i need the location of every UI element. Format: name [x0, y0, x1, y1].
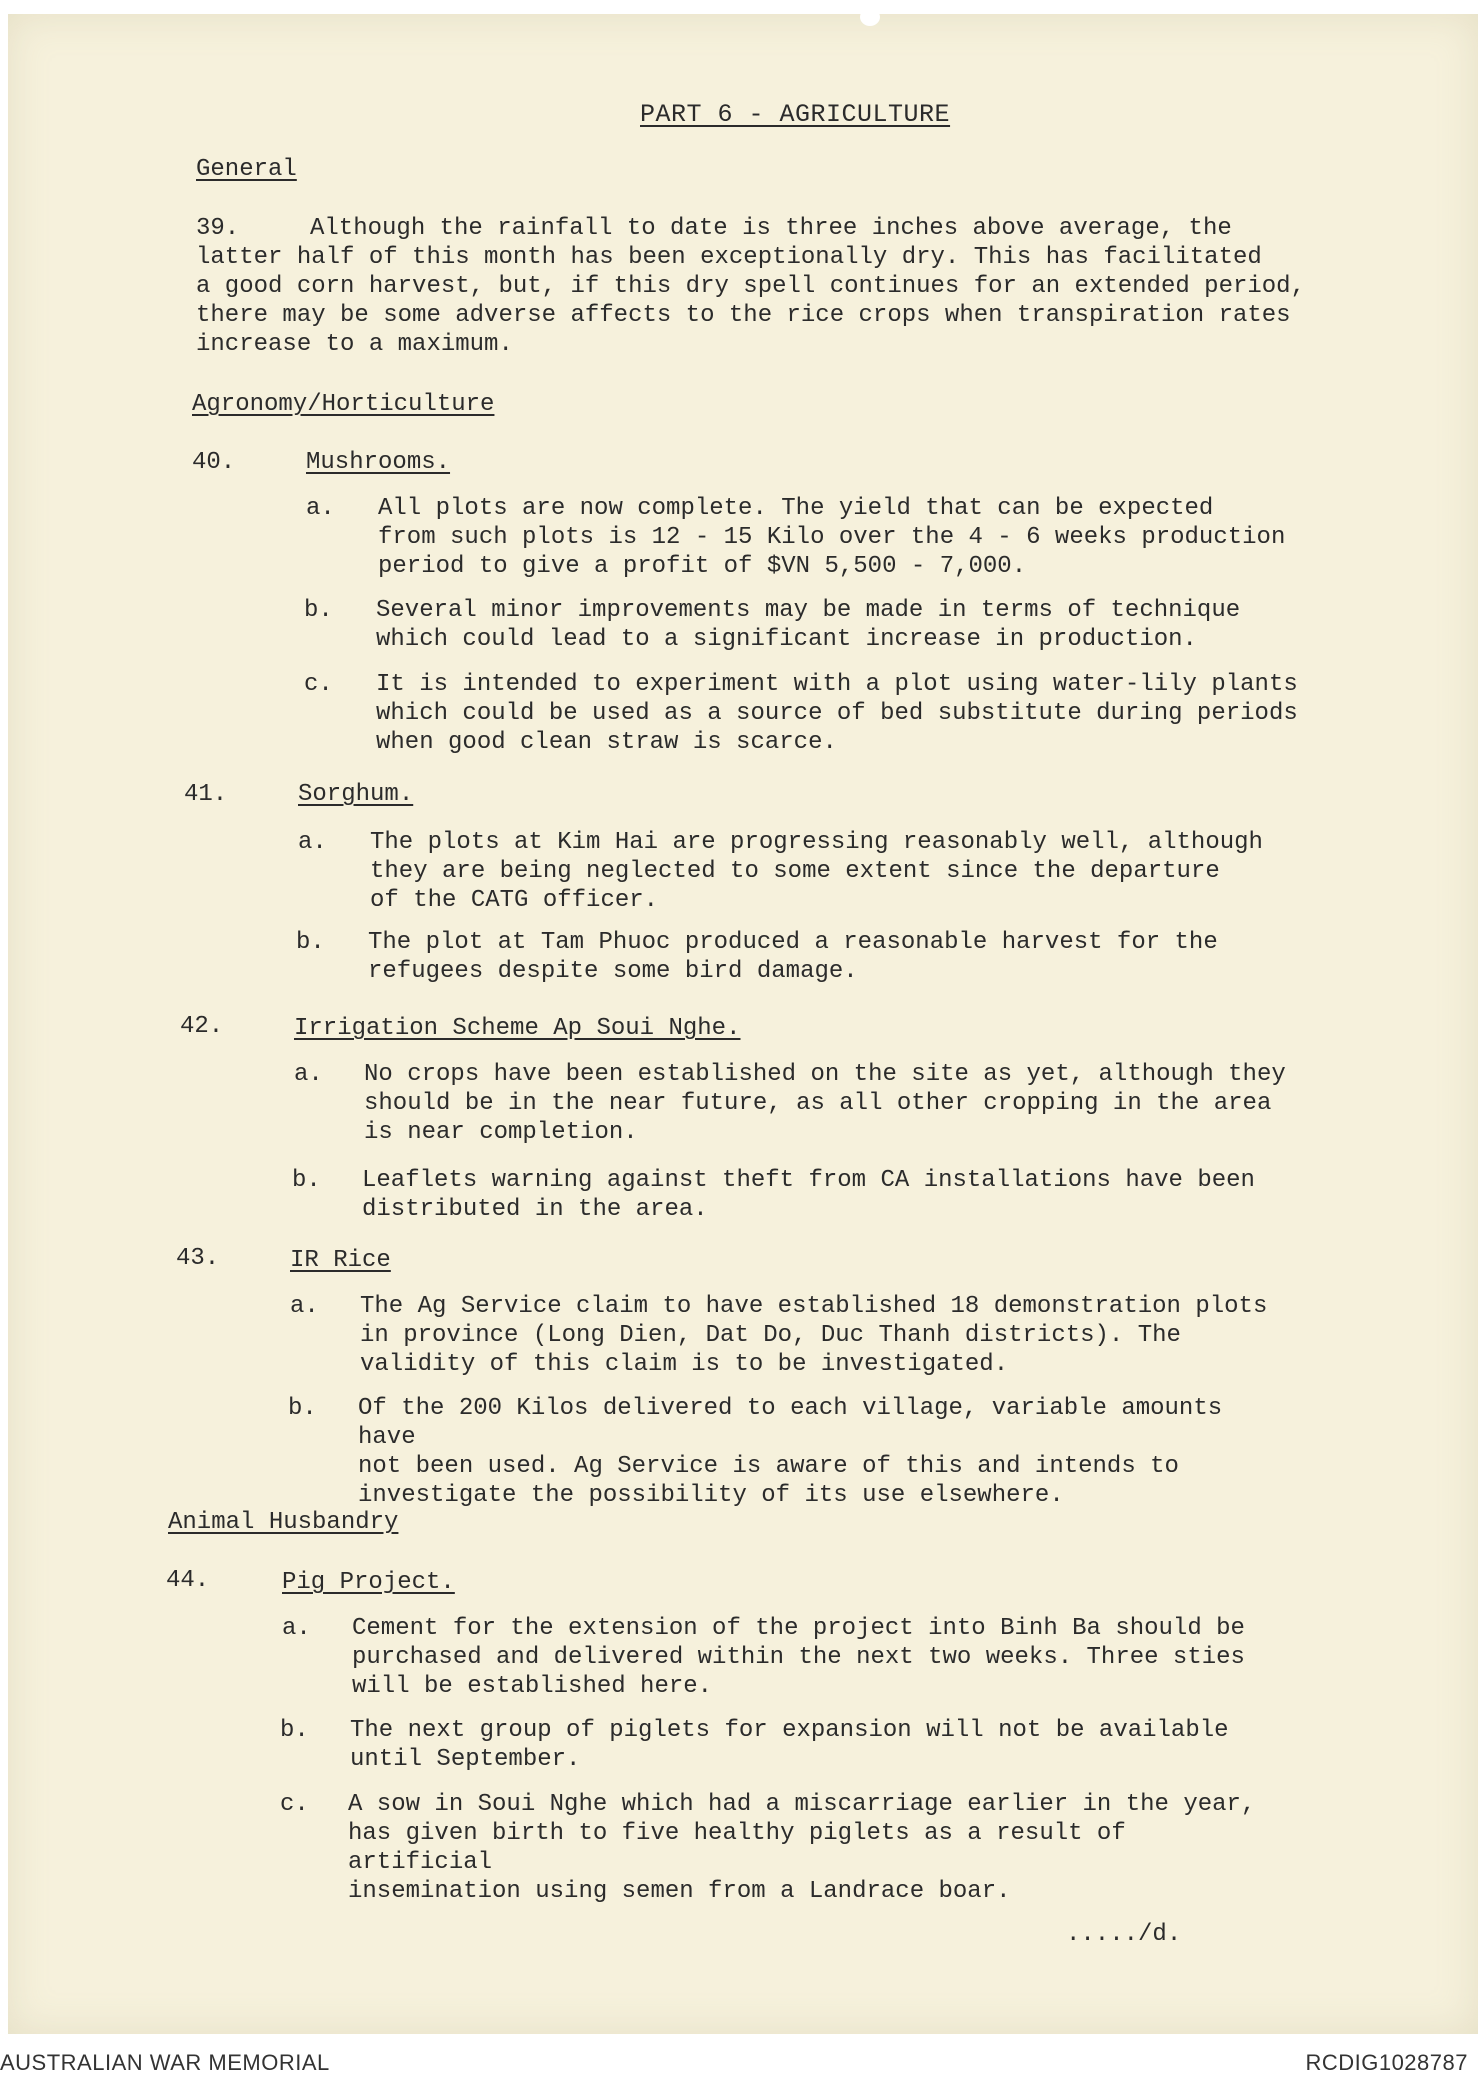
item-line: Of the 200 Kilos delivered to each village, variable amounts have: [358, 1395, 1223, 1451]
item-line: from such plots is 12 - 15 Kilo over the 4 - 6 weeks production: [378, 524, 1286, 551]
paragraph-title-irrigation: Irrigation Scheme Ap Soui Nghe.: [294, 1015, 741, 1042]
item-line: is near completion.: [364, 1119, 638, 1146]
item-text: [350, 1716, 1280, 1774]
section-heading-general: General: [196, 156, 297, 183]
item-text: [376, 670, 1306, 757]
item-line: period to give a profit of $VN 5,500 - 7,000.: [378, 553, 1027, 580]
item-line: The plots at Kim Hai are progressing reasonably well, although: [370, 829, 1263, 856]
item-line: Leaflets warning against theft from CA installations have been: [362, 1167, 1255, 1194]
item-line: they are being neglected to some extent since the departure: [370, 858, 1220, 885]
item-line: should be in the near future, as all other cropping in the area: [364, 1090, 1272, 1117]
item-line: until September.: [350, 1746, 581, 1773]
paragraph-number: 40.: [192, 449, 236, 476]
item-line: Several minor improvements may be made in terms of technique: [376, 597, 1241, 624]
item-text: [352, 1614, 1282, 1701]
punch-hole: [860, 8, 880, 26]
item-label: c.: [304, 671, 333, 698]
item-text: [378, 494, 1308, 581]
paragraph-number: 41.: [184, 781, 228, 808]
item-line: has given birth to five healthy piglets as a result of artificial: [348, 1820, 1126, 1876]
item-line: insemination using semen from a Landrace boar.: [348, 1878, 1011, 1905]
item-text: [348, 1790, 1278, 1906]
item-text: [368, 928, 1298, 986]
item-line: in province (Long Dien, Dat Do, Duc Thanh districts). The: [360, 1322, 1181, 1349]
paragraph-number: 39.: [196, 215, 240, 242]
item-line: not been used. Ag Service is aware of this and intends to: [358, 1453, 1179, 1480]
item-line: No crops have been established on the site as yet, although they: [364, 1061, 1286, 1088]
item-text: [376, 596, 1306, 654]
item-line: which could lead to a significant increase in production.: [376, 626, 1197, 653]
item-label: a.: [294, 1061, 323, 1088]
paragraph-39: [196, 214, 1316, 359]
paragraph-title-pig-project: Pig Project.: [282, 1569, 455, 1596]
item-label: b.: [288, 1395, 317, 1422]
item-label: b.: [292, 1167, 321, 1194]
item-line: The plot at Tam Phuoc produced a reasonable harvest for the: [368, 929, 1218, 956]
paragraph-title-mushrooms: Mushrooms.: [306, 449, 451, 476]
item-line: The Ag Service claim to have established 18 demonstration plots: [360, 1293, 1268, 1320]
item-label: a.: [290, 1293, 319, 1320]
item-line: which could be used as a source of bed substitute during periods: [376, 700, 1298, 727]
section-heading-animal-husbandry: Animal Husbandry: [168, 1509, 399, 1536]
item-text: [358, 1394, 1288, 1510]
paragraph-line: increase to a maximum.: [196, 331, 513, 358]
paragraph-number: 44.: [166, 1567, 210, 1594]
item-line: validity of this claim is to be investigated.: [360, 1351, 1009, 1378]
item-text: [370, 828, 1300, 915]
item-line: Cement for the extension of the project into Binh Ba should be: [352, 1615, 1245, 1642]
paragraph-number: 42.: [180, 1013, 224, 1040]
item-line: of the CATG officer.: [370, 887, 659, 914]
item-label: a.: [306, 495, 335, 522]
item-line: when good clean straw is scarce.: [376, 729, 837, 756]
item-text: [360, 1292, 1290, 1379]
item-label: a.: [282, 1615, 311, 1642]
item-label: b.: [304, 597, 333, 624]
section-heading-agronomy: Agronomy/Horticulture: [192, 391, 495, 418]
paragraph-line: latter half of this month has been exceptionally dry. This has facilitated: [196, 244, 1262, 271]
footer-reference: RCDIG1028787: [1305, 2050, 1468, 2075]
paragraph-title-ir-rice: IR Rice: [290, 1247, 391, 1274]
item-label: a.: [298, 829, 327, 856]
item-line: The next group of piglets for expansion will not be available: [350, 1717, 1229, 1744]
paragraph-title-sorghum: Sorghum.: [298, 781, 414, 808]
paragraph-line: there may be some adverse affects to the rice crops when transpiration rates: [196, 302, 1291, 329]
item-line: A sow in Soui Nghe which had a miscarriage earlier in the year,: [348, 1791, 1256, 1818]
item-label: c.: [280, 1791, 309, 1818]
page-title: PART 6 - AGRICULTURE: [640, 100, 951, 129]
continuation-mark: ...../d.: [1066, 1921, 1182, 1948]
paragraph-line: a good corn harvest, but, if this dry spell continues for an extended period,: [196, 273, 1305, 300]
item-line: distributed in the area.: [362, 1196, 708, 1223]
item-line: will be established here.: [352, 1673, 713, 1700]
item-label: b.: [296, 929, 325, 956]
footer-source: AUSTRALIAN WAR MEMORIAL: [0, 2050, 330, 2075]
item-text: [362, 1166, 1292, 1224]
paragraph-line: Although the rainfall to date is three inches above average, the: [310, 215, 1232, 242]
paragraph-number: 43.: [176, 1245, 220, 1272]
item-text: [364, 1060, 1294, 1147]
item-line: refugees despite some bird damage.: [368, 958, 858, 985]
item-line: purchased and delivered within the next two weeks. Three sties: [352, 1644, 1245, 1671]
item-line: All plots are now complete. The yield that can be expected: [378, 495, 1214, 522]
item-line: investigate the possibility of its use elsewhere.: [358, 1482, 1064, 1509]
item-label: b.: [280, 1717, 309, 1744]
item-line: It is intended to experiment with a plot using water-lily plants: [376, 671, 1298, 698]
